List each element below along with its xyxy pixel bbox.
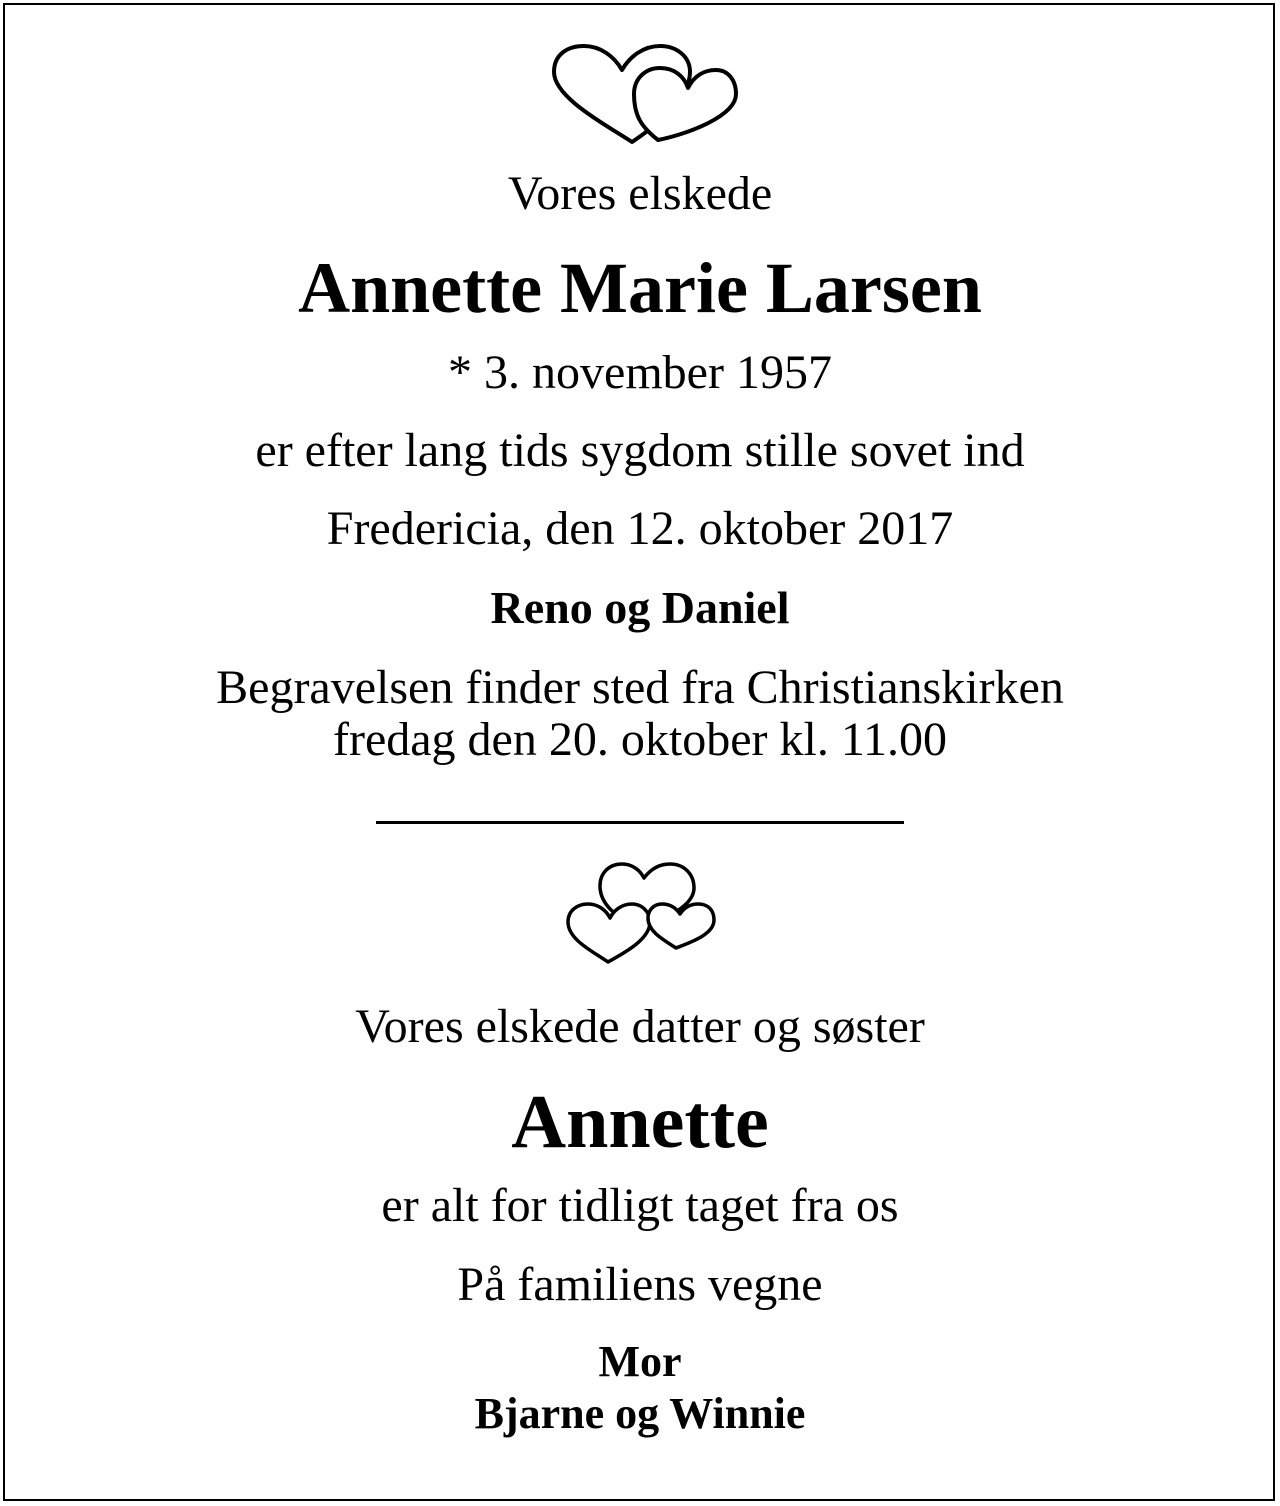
deceased-name-2: Annette [511,1080,769,1164]
signer-siblings: Bjarne og Winnie [474,1389,806,1438]
place-date: Fredericia, den 12. oktober 2017 [326,502,954,555]
birth-date: * 3. november 1957 [448,346,832,399]
intro-text: Vores elskede [507,167,773,220]
passing-text-2: er alt for tidligt taget fra os [381,1179,899,1232]
funeral-info-line2: fredag den 20. oktober kl. 11.00 [332,713,948,766]
intro-text-2: Vores elskede datter og søster [355,1000,925,1053]
on-behalf-text: På familiens vegne [457,1258,823,1311]
three-hearts-icon [564,858,718,966]
funeral-info-line1: Begravelsen finder sted fra Christianskirken [216,661,1064,714]
signer-mother: Mor [598,1337,682,1386]
deceased-name: Annette Marie Larsen [298,248,982,328]
passing-text: er efter lang tids sygdom stille sovet ind [255,424,1025,477]
section-divider [376,821,904,824]
two-hearts-icon [548,42,738,146]
signers: Reno og Daniel [490,582,790,633]
